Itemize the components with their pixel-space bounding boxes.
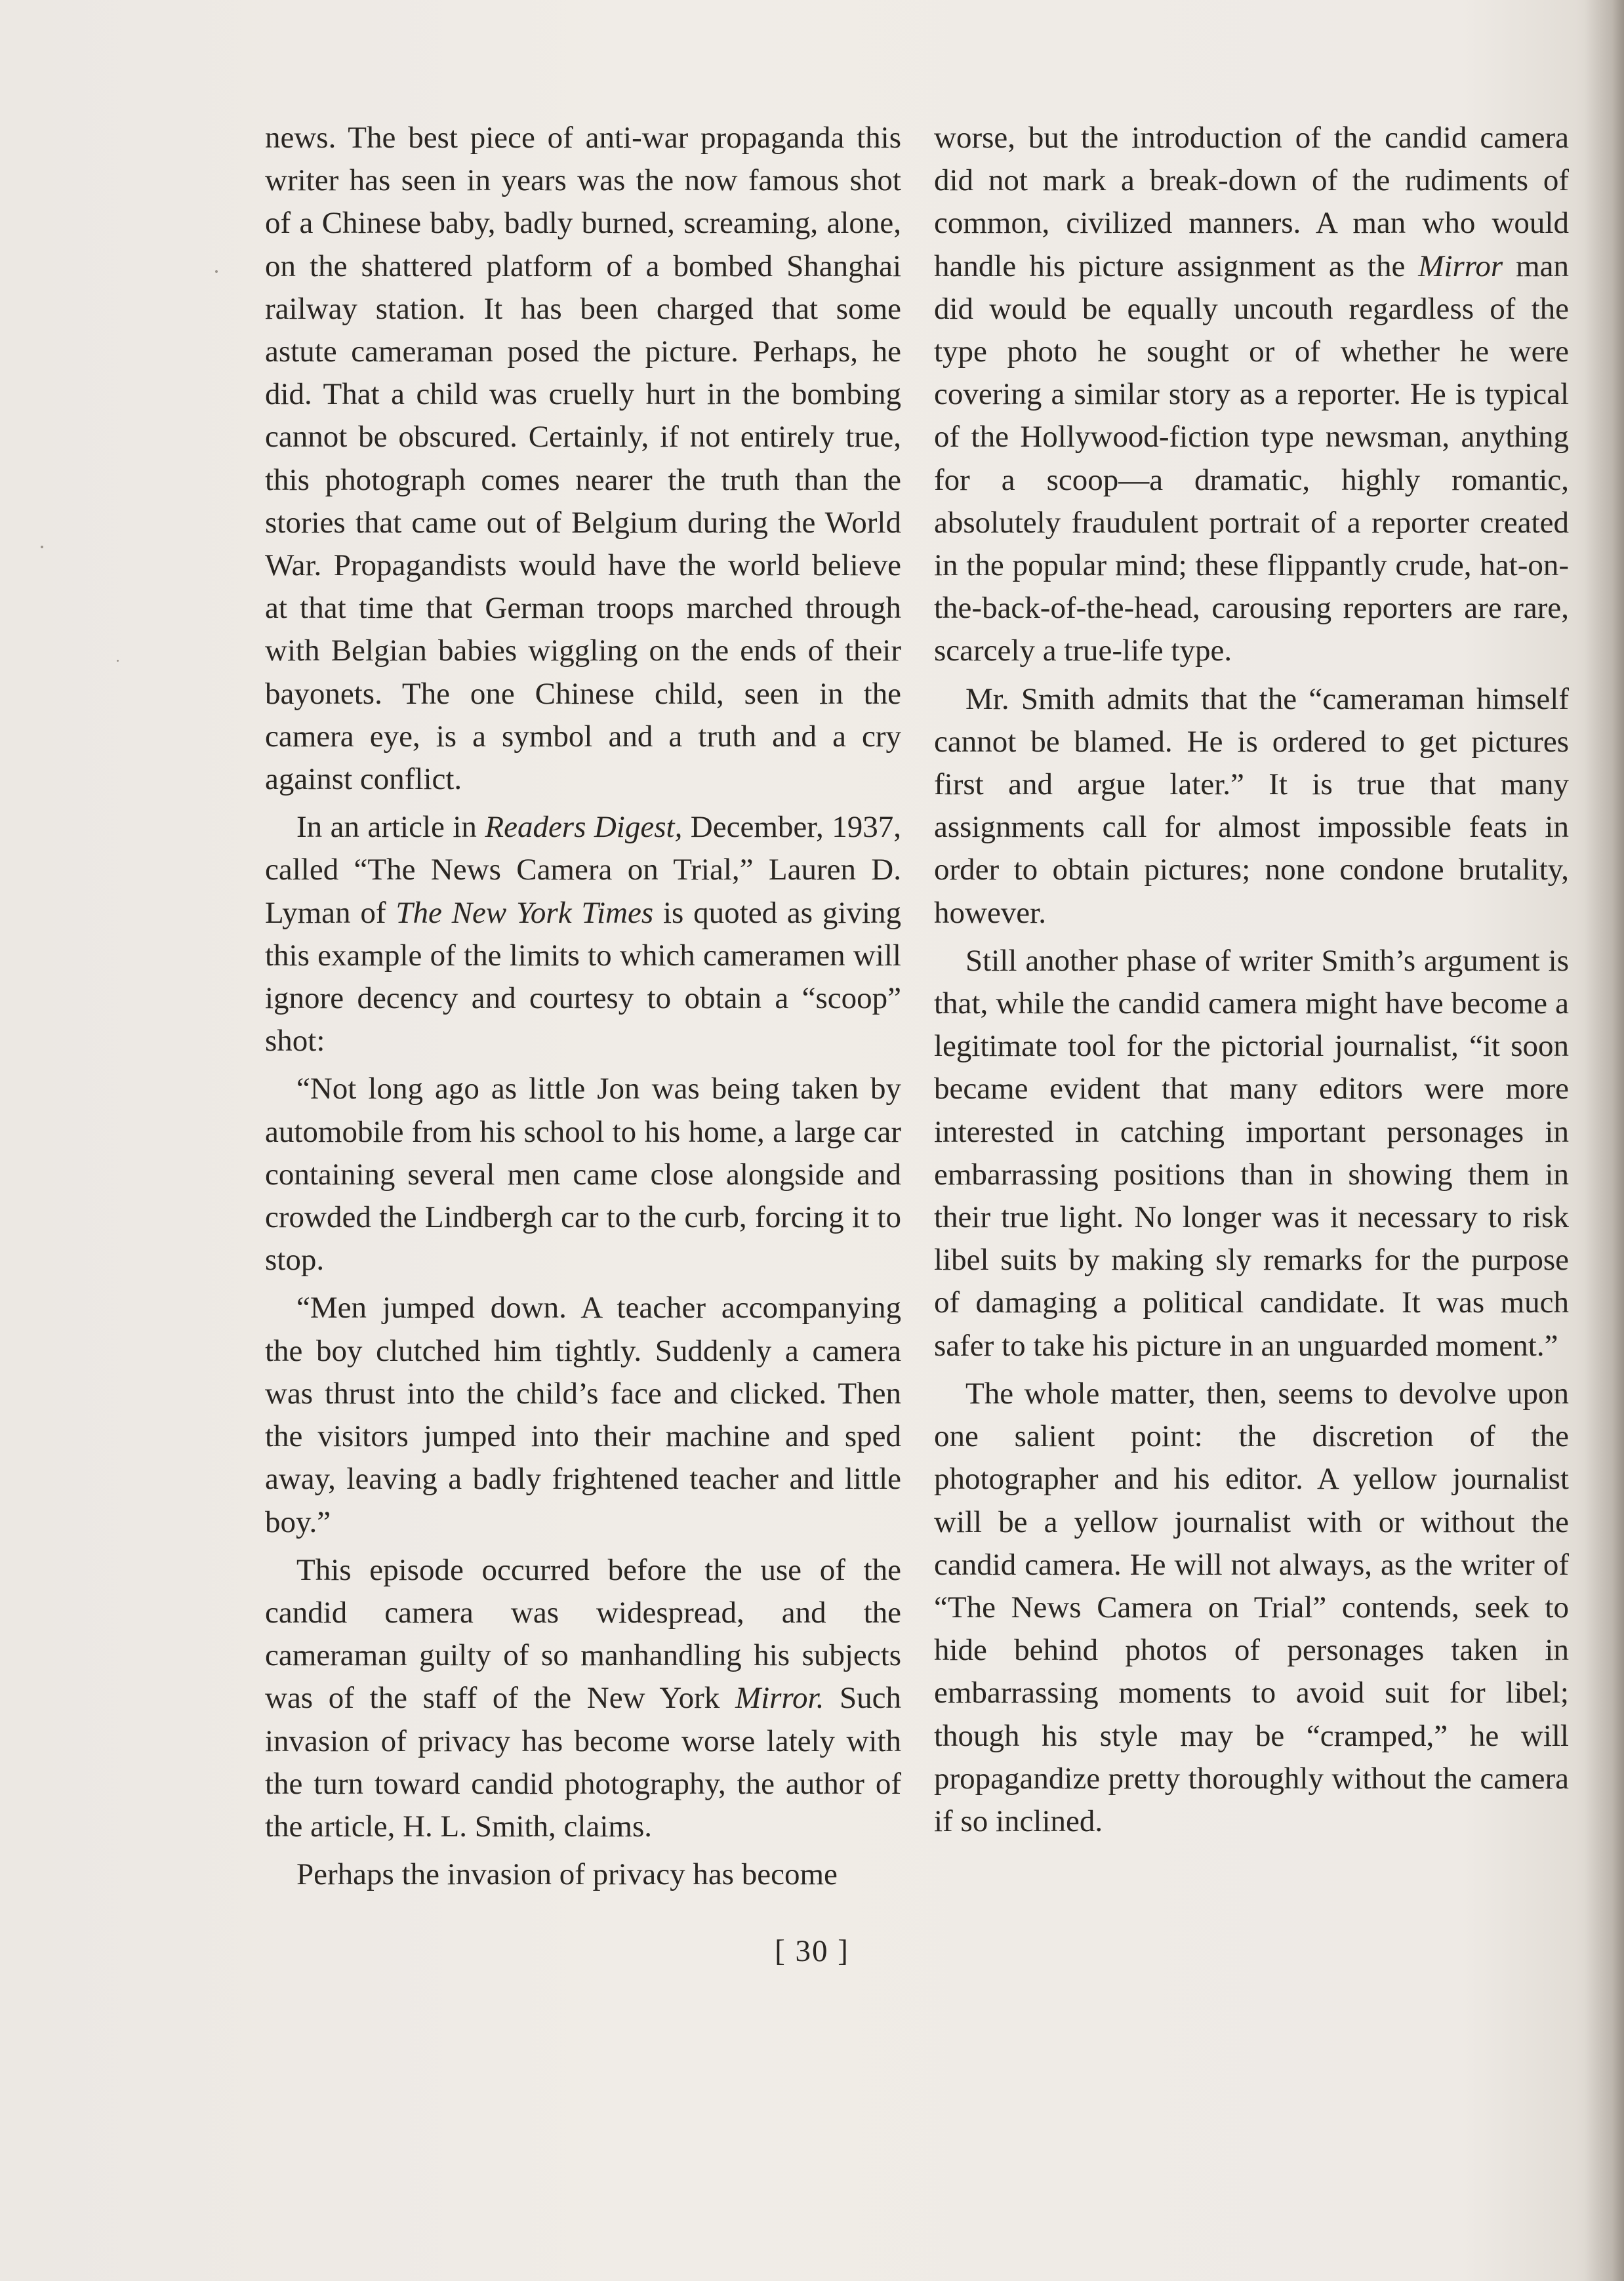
paragraph [934, 1373, 1569, 1843]
italic-text: Readers Digest, [485, 810, 683, 845]
text-run: Mr. Smith admits that the “cameraman himself cannot be blamed. He is ordered to get pictures first and argue later.” It is true that many assignments call for almost impossible feats in order to obtain pictures; none condone brutality, however. [934, 681, 1569, 930]
paragraph [934, 940, 1569, 1367]
left-column [265, 117, 901, 1896]
text-run: The whole matter, then, seems to devolve upon one salient point: the discretion of the photographer and his editor. A yellow journalist will be a yellow journalist with or without the candid camera. He will not always, as the writer of “The News Camera on Trial” contends, seek to hide behind photos of personages taken in embarrassing moments to avoid suit for libel; though his style may be “cramped,” he will propagandize pretty thoroughly without the camera if so inclined. [934, 1376, 1569, 1838]
paragraph [934, 678, 1569, 935]
text-run: “Men jumped down. A teacher accompanying the boy clutched him tightly. Suddenly a camera was thrust into the child’s face and clicked. Then the visitors jumped into their machine and sped away, leaving a badly frightened teacher and little boy.” [265, 1291, 901, 1539]
paragraph [265, 806, 901, 1062]
paragraph [265, 1068, 901, 1282]
paper-speck [117, 660, 119, 662]
text-run: In an article in [296, 810, 485, 845]
paragraph [265, 1853, 901, 1896]
text-run: Such invasion of privacy has become worse lately with the turn toward candid photography, the author of the article, H. L. Smith, claims. [265, 1681, 901, 1844]
italic-text: Mirror [1418, 249, 1503, 283]
page-number: [ 30 ] [775, 1934, 849, 1968]
right-column [934, 117, 1569, 1843]
text-run: news. The best piece of anti-war propaganda this writer has seen in years was the now famous shot of a Chinese baby, badly burned, screaming, alone, on the shattered platform of a bombed Shanghai railway station. It has been charged that some astute cameraman posed the picture. Perhaps, he did. That a child was cruelly hurt in the bombing cannot be obscured. Certainly, if not entirely true, this photograph comes nearer the truth than the stories that came out of Belgium during the World War. Propagandists would have the world believe at that time that German troops marched through with Belgian babies wiggling on the ends of their bayonets. The one Chinese child, seen in the camera eye, is a symbol and a truth and a cry against conflict. [265, 121, 901, 797]
text-run: “Not long ago as little Jon was being taken by automobile from his school to his home, a large car containing several men came close alongside and crowded the Lindbergh car to the curb, forcing it to stop. [265, 1072, 901, 1278]
text-run: This episode occurred before the use of the candid camera was widespread, and the cameraman guilty of so manhandling his subjects was of the staff of the New York [265, 1552, 901, 1716]
text-run: Still another phase of writer Smith’s argument is that, while the candid camera might have become a legitimate tool for the pictorial journalist, “it soon became evident that many editors were more interested in catching important personages in embarrassing positions than in showing them in their true light. No longer was it necessary to risk libel suits by making sly remarks for the purpose of damaging a political candidate. It was much safer to take his picture in an unguarded moment.” [934, 943, 1569, 1363]
paper-speck [41, 546, 43, 548]
paragraph [265, 1287, 901, 1543]
text-run: December, 1937, called “The News Camera on Trial,” Lauren D. Lyman of [265, 810, 901, 930]
continued-paragraph [265, 117, 901, 801]
continued-paragraph [934, 117, 1569, 673]
text-run: is quoted as giving this example of the limits to which cameramen will ignore decency and courtesy to obtain a “scoop” shot: [265, 895, 902, 1059]
text-run: Perhaps the invasion of privacy has become [296, 1857, 838, 1892]
paragraph [265, 1549, 901, 1848]
paper-speck [215, 270, 218, 273]
italic-text: The New York Times [396, 895, 654, 930]
text-run: man did would be equally uncouth regardless of the type photo he sought or of whether he were covering a similar story as a reporter. He is typical of the Hollywood-fiction type newsman, anything for a scoop—a dramatic, highly romantic, absolutely fraudulent portrait of a reporter created in the popular mind; these flippantly crude, hat-on-the-back-of-the-head, carousing reporters are rare, scarcely a true-life type. [934, 249, 1569, 668]
italic-text: Mirror. [735, 1681, 824, 1716]
text-run: worse, but the introduction of the candid camera did not mark a break-down of the rudiments of common, civilized manners. A man who would handle his picture assignment as the [934, 121, 1569, 283]
